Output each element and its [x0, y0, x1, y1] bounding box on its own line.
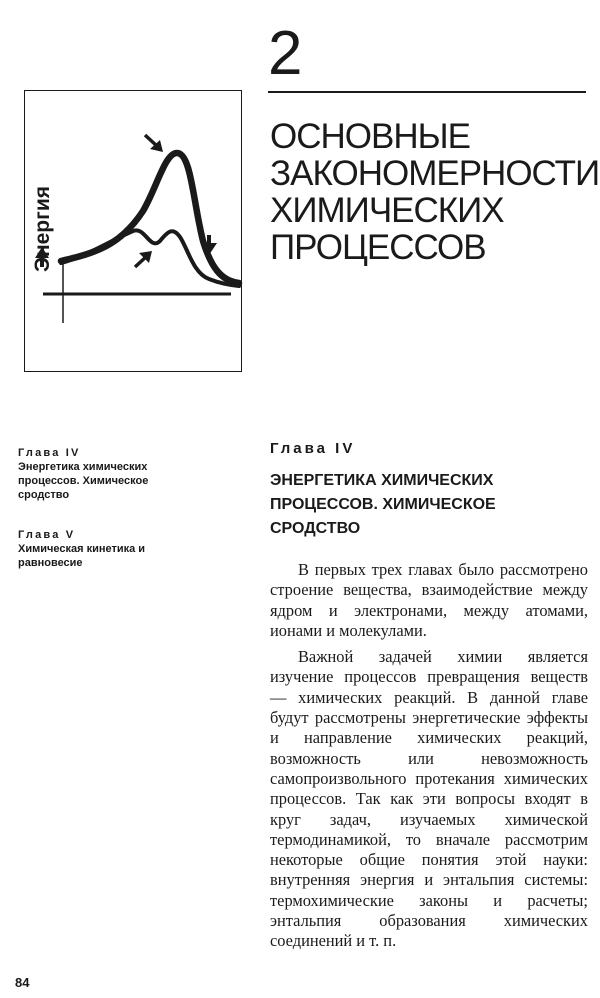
part-title [270, 117, 600, 267]
toc-text: Энергетика химических процессов. Химическое сродство [18, 461, 149, 501]
toc-text: Химическая кинетика и равновесие [18, 543, 146, 569]
arrow-down-icon [145, 135, 163, 152]
part-title-line: ОСНОВНЫЕ [270, 117, 470, 156]
energy-profile-diagram [24, 90, 242, 372]
page-number: 84 [15, 975, 30, 990]
energy-profile-svg [25, 91, 243, 373]
paragraph: В первых трех главах было рассмотрено строение вещества, взаимодействие между ядром и электронами, между атомами, ионами и молекулами. [270, 560, 588, 640]
chapter-title: ЭНЕРГЕТИКА ХИМИЧЕСКИХ ПРОЦЕССОВ. ХИМИЧЕСКОЕ СРОДСТВО [270, 472, 496, 537]
chapter-label: Глава IV [270, 440, 356, 457]
paragraph: Важной задачей химии является изучение процессов превращения веществ — химических реакций. В данной главе будут рассмотрены энергетические эффекты и направление химических реакций, возможность или невозможность самопроизвольного протекания химических процессов. Так как эти вопросы входят в круг задач, изучаемых химической термодинамикой, то вначале рассмотрим некоторые общие понятия этой науки: внутренняя энергия и энтальпия системы: термохимические законы и расчеты; энтальпия образования химических соединений и т. п. [270, 647, 588, 951]
body-text [270, 560, 588, 958]
toc-label: Глава V [18, 529, 76, 541]
part-title-line: ХИМИЧЕСКИХ [270, 191, 504, 230]
toc-entry [18, 446, 208, 502]
toc-label: Глава IV [18, 447, 81, 459]
energy-axis-label: Энергия [31, 185, 54, 272]
part-title-line: ЗАКОНОМЕРНОСТИ [270, 154, 600, 193]
part-number: 2 [268, 19, 303, 88]
toc-entry [18, 528, 208, 570]
part-title-line: ПРОЦЕССОВ [270, 228, 486, 267]
single-barrier-curve [61, 153, 239, 283]
title-rule [268, 91, 586, 93]
arrow-up-icon [135, 251, 152, 267]
